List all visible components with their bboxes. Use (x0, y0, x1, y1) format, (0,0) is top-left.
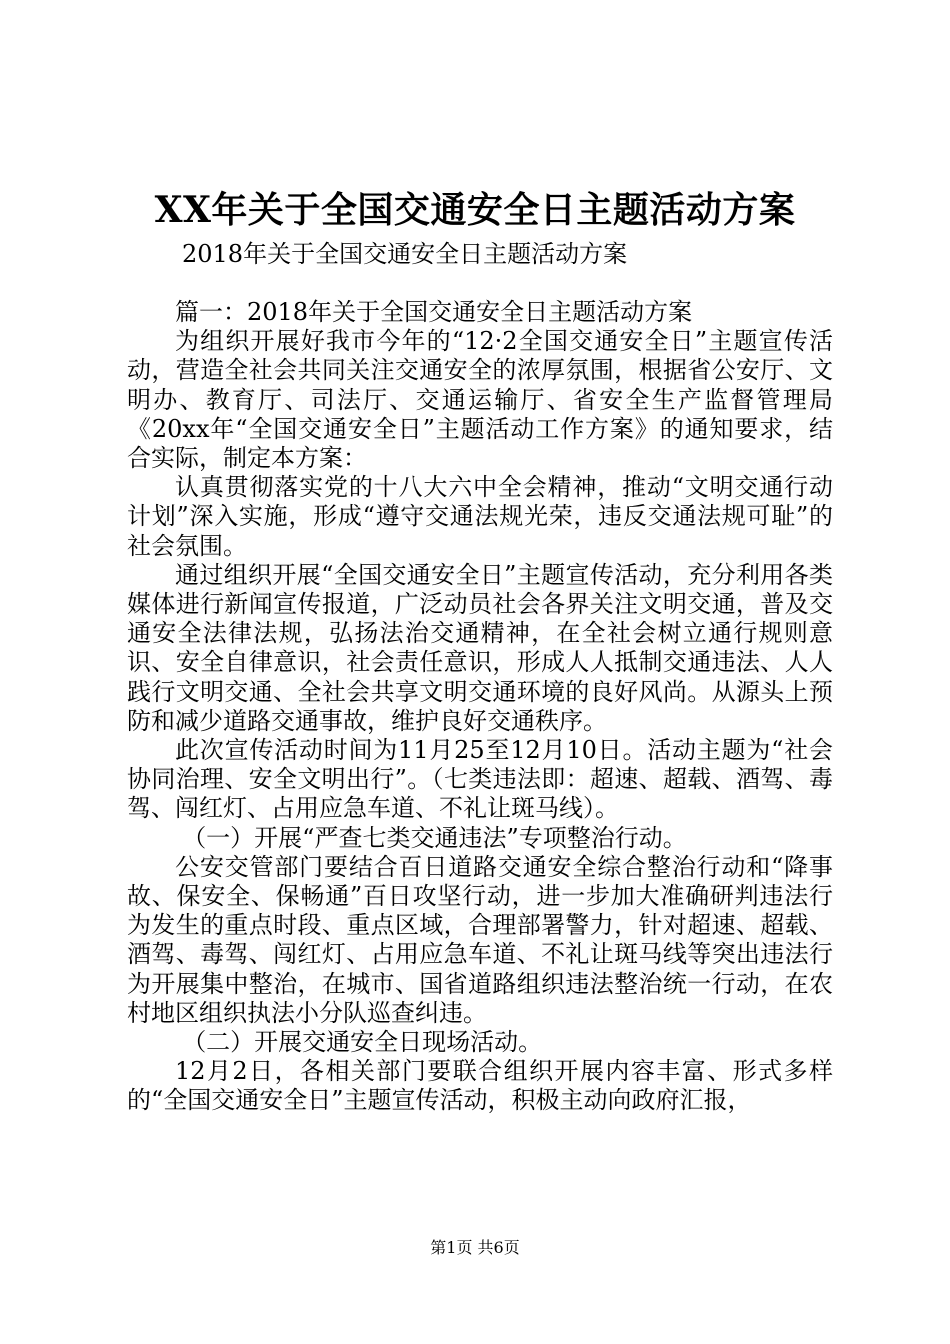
section-heading: （一）开展“严查七类交通违法”专项整治行动。 (182, 823, 687, 852)
paragraph-heading: 篇一：2018年关于全国交通安全日主题活动方案 (175, 298, 693, 326)
paragraph: 公安交管部门要结合百日道路交通安全综合整治行动和“降事故、保安全、保畅通”百日攻坚行动，进一步加大准确研判违法行为发生的重点时段、重点区域，合理部署警力，针对超速、超载、酒驾、毒驾、闯红灯、占用应急车道、不礼让斑马线等突出违法行为开展集中整治，在城市、国省道路组织违法整治统一行动，在农村地区组织执法小分队巡查纠违。 (127, 852, 833, 1027)
document-body (127, 298, 833, 1116)
paragraph: 此次宣传活动时间为11月25至12月10日。活动主题为“社会协同治理、安全文明出行”。（七类违法即：超速、超载、酒驾、毒驾、闯红灯、占用应急车道、不礼让斑马线）。 (127, 736, 833, 823)
document-title: XX年关于全国交通安全日主题活动方案 (154, 189, 796, 231)
section-heading: （二）开展交通安全日现场活动。 (182, 1028, 543, 1057)
paragraph: 通过组织开展“全国交通安全日”主题宣传活动，充分利用各类媒体进行新闻宣传报道，广泛动员社会各界关注文明交通，普及交通安全法律法规，弘扬法治交通精神，在全社会树立通行规则意识、安全自律意识，社会责任意识，形成人人抵制交通违法、人人践行文明交通、全社会共享文明交通环境的良好风尚。从源头上预防和减少道路交通事故，维护良好交通秩序。 (127, 560, 833, 735)
paragraph: 认真贯彻落实党的十八大六中全会精神，推动“文明交通行动计划”深入实施，形成“遵守交通法规光荣，违反交通法规可耻”的社会氛围。 (127, 473, 833, 560)
page-footer: 第1页 共6页 (430, 1238, 520, 1257)
paragraph: 12月2日，各相关部门要联合组织开展内容丰富、形式多样的“全国交通安全日”主题宣传活动，积极主动向政府汇报， (127, 1057, 833, 1115)
document-subtitle: 2018年关于全国交通安全日主题活动方案 (182, 240, 628, 268)
paragraph: 为组织开展好我市今年的“12·2全国交通安全日”主题宣传活动，营造全社会共同关注交通安全的浓厚氛围，根据省公安厅、文明办、教育厅、司法厅、交通运输厅、省安全生产监督管理局《20xx年“全国交通安全日”主题活动工作方案》的通知要求，结合实际，制定本方案： (127, 327, 833, 473)
